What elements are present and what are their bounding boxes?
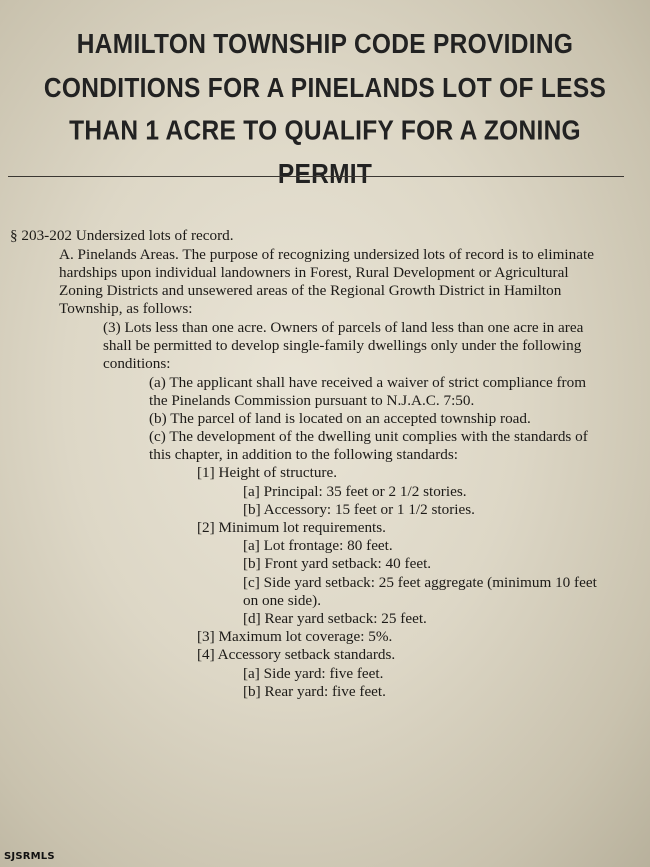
standard-2a: [a] Lot frontage: 80 feet. <box>243 537 393 554</box>
condition-a-line: the Pinelands Commission pursuant to N.J.A.C. 7:50. <box>149 392 475 409</box>
standard-3: [3] Maximum lot coverage: 5%. <box>197 628 393 645</box>
title-line: CONDITIONS FOR A PINELANDS LOT OF LESS <box>43 72 607 103</box>
title-line: THAN 1 ACRE TO QUALIFY FOR A ZONING <box>69 115 581 147</box>
para-3-line: conditions: <box>103 355 171 372</box>
standard-1a: [a] Principal: 35 feet or 2 1/2 stories. <box>243 483 467 500</box>
standard-2c-line: [c] Side yard setback: 25 feet aggregate (minimum 10 feet <box>243 574 597 591</box>
para-3-line: shall be permitted to develop single-family dwellings only under the following <box>103 337 582 354</box>
title-divider <box>8 176 624 177</box>
condition-c-line: this chapter, in addition to the following standards: <box>149 446 458 463</box>
standard-2c-line: on one side). <box>243 592 322 609</box>
standard-4b: [b] Rear yard: five feet. <box>243 683 386 700</box>
title-line: HAMILTON TOWNSHIP CODE PROVIDING <box>76 29 574 60</box>
title-line: PERMIT <box>277 158 373 190</box>
para-a-line: A. Pinelands Areas. The purpose of recognizing undersized lots of record is to eliminate <box>59 246 594 263</box>
para-a-line: Township, as follows: <box>59 300 193 317</box>
standard-2d: [d] Rear yard setback: 25 feet. <box>243 610 427 627</box>
para-a-line: hardships upon individual landowners in Forest, Rural Development or Agricultural <box>59 264 569 281</box>
condition-c-line: (c) The development of the dwelling unit complies with the standards of <box>149 428 588 445</box>
standard-4: [4] Accessory setback standards. <box>197 646 396 663</box>
para-3-line: (3) Lots less than one acre. Owners of parcels of land less than one acre in area <box>103 319 584 336</box>
document-title <box>20 24 630 196</box>
condition-b: (b) The parcel of land is located on an accepted township road. <box>149 410 531 427</box>
para-a-line: Zoning Districts and unsewered areas of the Regional Growth District in Hamilton <box>59 282 562 299</box>
standard-1: [1] Height of structure. <box>197 464 338 481</box>
standard-1b: [b] Accessory: 15 feet or 1 1/2 stories. <box>243 501 475 518</box>
section-heading: § 203-202 Undersized lots of record. <box>10 227 234 244</box>
standard-2: [2] Minimum lot requirements. <box>197 519 386 536</box>
standard-4a: [a] Side yard: five feet. <box>243 665 384 682</box>
condition-a-line: (a) The applicant shall have received a waiver of strict compliance from <box>149 374 587 391</box>
standard-2b: [b] Front yard setback: 40 feet. <box>243 555 432 572</box>
footer-watermark: SJSRMLS <box>4 851 55 862</box>
